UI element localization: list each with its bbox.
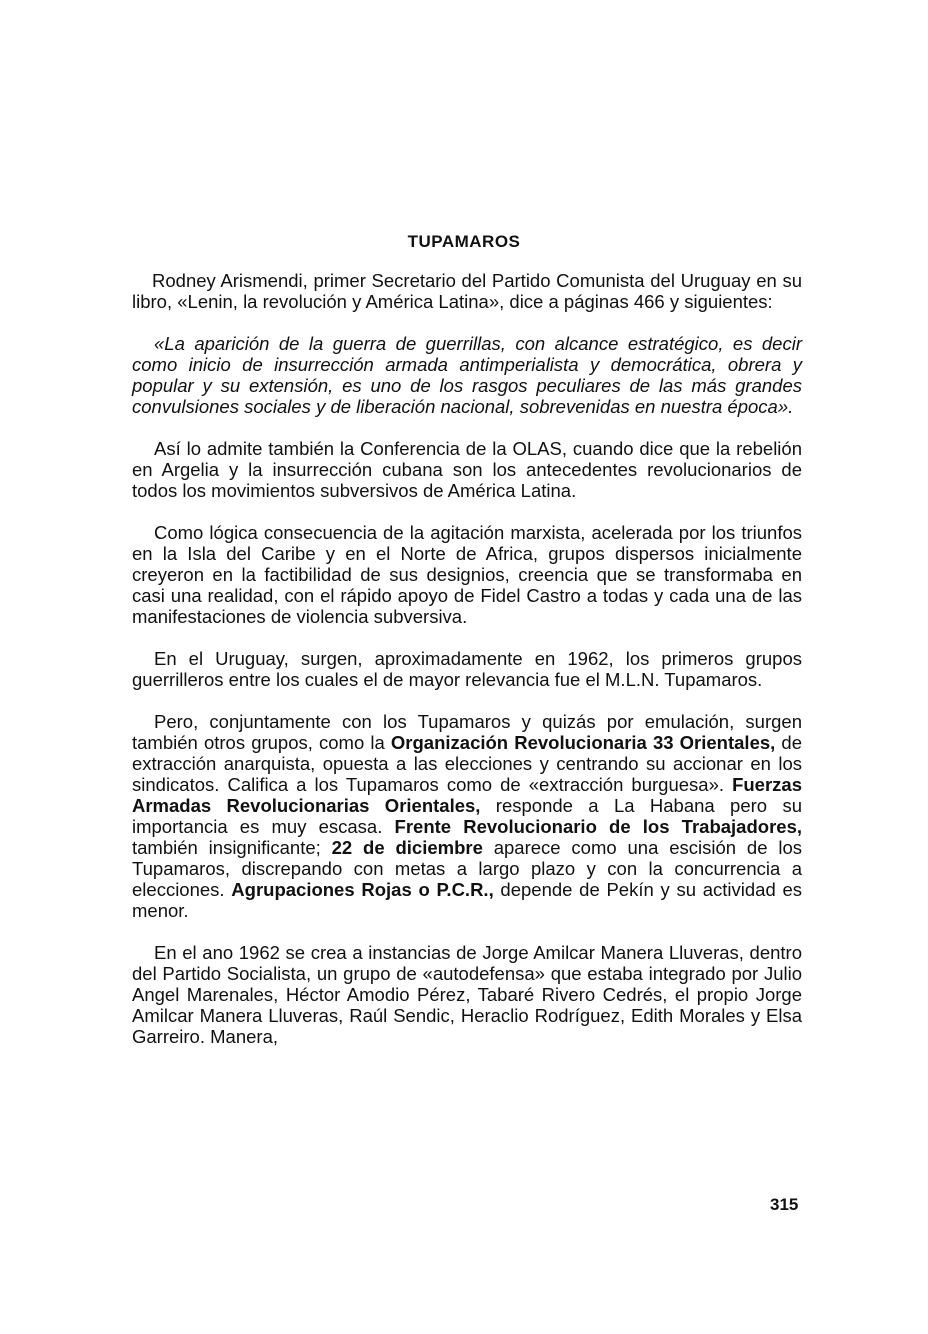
quote-paragraph: «La aparición de la guerra de guerrillas, con alcance estratégico, es decir como inicio de insurrección armada antimperialista y democrática, obrera y popular y su extensión, es uno de los rasgos peculiares de las más grandes convulsiones sociales y de liberación nacional, sobrevenidas en nuestra época». <box>132 333 802 417</box>
paragraph-5-end: M.L.N. Tupamaros. <box>605 669 763 690</box>
paragraph-7: En el ano 1962 se crea a instancias de Jorge Amilcar Manera Lluveras, dentro del Partido Socialista, un grupo de «autodefensa» que estaba integrado por Julio Angel Marenales, Héctor Amodio Pérez, Tabaré Rivero Cedrés, el propio Jorge Amilcar Manera Lluveras, Raúl Sendic, Heraclio Rodríguez, Edith Morales y Elsa Garreiro. Manera, <box>132 942 802 1047</box>
paragraph-1: Rodney Arismendi, primer Secretario del Partido Comunista del Uruguay en su libro, «Lenin, la revolución y América Latina», dice a páginas 466 y siguientes: <box>132 270 802 312</box>
page-title: TUPAMAROS <box>407 232 521 251</box>
paragraph-6-text-3: responde a La Habana pero su importancia es muy escasa. <box>132 795 802 837</box>
paragraph-3: Así lo admite también la Conferencia de la OLAS, cuando dice que la rebelión en Argelia y la insurrección cubana son los antecedentes revolucionarios de todos los movimientos subversivos de América Latina. <box>132 438 802 501</box>
paragraph-6-text-5: aparece como una escisión de los Tupamaros, discrepando con metas a largo plazo y con la concurrencia a elecciones. <box>132 837 802 900</box>
paragraph-4: Como lógica consecuencia de la agitación marxista, acelerada por los triunfos en la Isla del Caribe y en el Norte de Africa, grupos dispersos inicialmente creyeron en la factibilidad de sus designios, creencia que se transformaba en casi una realidad, con el rápido apoyo de Fidel Castro a todas y cada una de las manifestaciones de violencia subversiva. <box>132 522 802 627</box>
paragraph-6 <box>132 711 802 921</box>
group-name-frente-revolucionario: Frente Revolucionario de los Trabajadores, <box>394 816 802 837</box>
paragraph-6-text-2: de extracción anarquista, opuesta a las elecciones y centrando su accionar en los sindicatos. Califica a los Tupamaros como de «extracción burguesa». <box>132 732 802 795</box>
page-number: 315 <box>770 1195 799 1214</box>
paragraph-6-text-1: Pero, conjuntamente con los Tupamaros y quizás por emulación, surgen también otros grupos, como la <box>132 711 802 753</box>
paragraph-6-text-4: también insignificante; <box>132 837 332 858</box>
paragraph-6-text-6: depende de Pekín y su actividad es menor. <box>132 879 802 921</box>
paragraph-5 <box>132 648 802 690</box>
group-name-22-diciembre: 22 de diciembre <box>331 837 483 858</box>
paragraph-5-text: En el Uruguay, surgen, aproximadamente en 1962, los primeros grupos guerrilleros entre los cuales el de mayor relevancia fue el <box>132 648 802 690</box>
body-text <box>132 270 802 1068</box>
group-name-33-orientales: Organización Revolucionaria 33 Orientales, <box>390 732 776 753</box>
group-name-fuerzas-armadas: Fuerzas Armadas Revolucionarias Orientales, <box>132 774 802 816</box>
group-name-agrupaciones-rojas: Agrupaciones Rojas o P.C.R., <box>231 879 494 900</box>
